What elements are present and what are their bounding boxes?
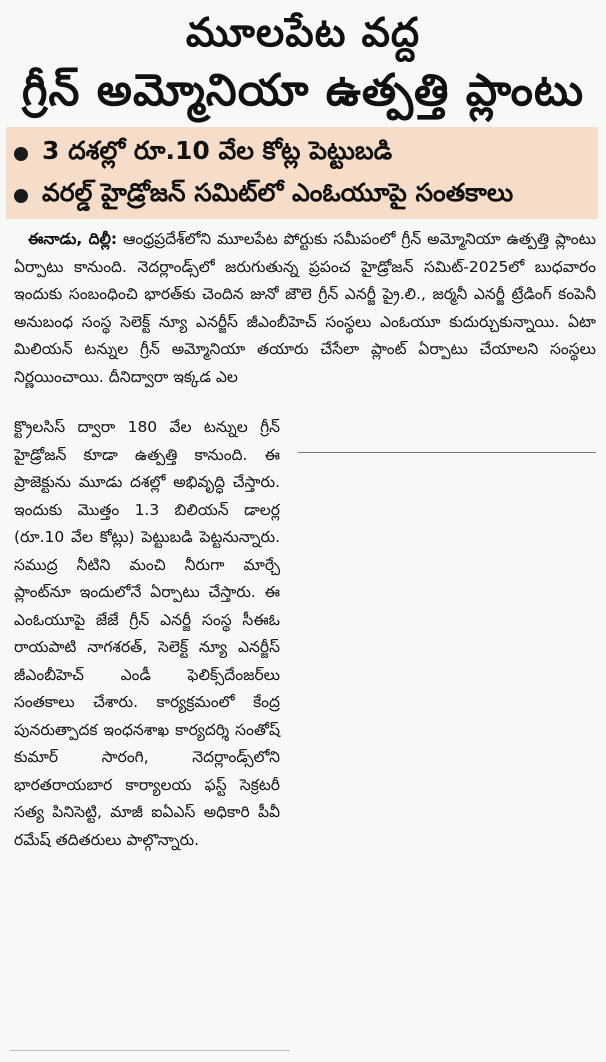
bullet-icon: [14, 147, 28, 161]
highlights-box: [6, 127, 598, 219]
article-lead: [14, 226, 596, 391]
headline-line-2: గ్రీన్ అమ్మోనియా ఉత్పత్తి ప్లాంటు: [21, 65, 585, 116]
dateline: ఈనాడు, దిల్లీ:: [28, 230, 118, 248]
column-text: క్ట్రొలసిస్ ద్వారా 180 వేల టన్నుల గ్రీన్ హైడ్రోజన్ కూడా ఉత్పత్తి కానుంది. ఈ ప్రాజెక్టును మూడు దశల్లో అభివృద్ధి చేస్తారు. ఇందుకు మొత్తం 1.3 బిలియన్ డాలర్ల (రూ.10 వేల కోట్లు) పెట్టుబడి పెట్టనున్నారు. సముద్ర నీటిని మంచి నీరుగా మార్చే ప్లాంట్‌నూ ఇందులోనే ఏర్పాటు చేస్తారు. ఈ ఎంఓయూపై జేజే గ్రీన్ ఎనర్జీ సంస్థ సీఈఓ రాయపాటి నాగశరత్, సెలెక్ట్ న్యూ ఎనర్జీస్ జీఎంబీహెచ్ ఎండీ ఫెలిక్స్‌దేంజర్‌లు సంతకాలు చేశారు. కార్యక్రమంలో కేంద్ర పునరుత్పాదక ఇంధనశాఖ కార్యదర్శి సంతోష్ కుమార్ సారంగి, నెదర్లాండ్స్‌లోని భారతరాయబార కార్యాలయ ఫస్ట్ సెక్రటరీ సత్య పినిసెట్టి, మాజీ ఐఏఎస్ అధికారి పీవీ రమేష్ తదితరులు పాల్గొన్నారు.: [14, 418, 280, 849]
footer-rule: [10, 1050, 290, 1051]
headline-line-1: మూలపేట వద్ద: [185, 10, 421, 56]
article-column: [14, 414, 280, 854]
column-divider-rule: [298, 452, 596, 453]
highlight-text: వరల్డ్ హైడ్రోజన్ సమిట్‌లో ఎంఓయూపై సంతకాలు: [42, 178, 514, 207]
highlight-text: 3 దశల్లో రూ.10 వేల కోట్ల పెట్టుబడి: [42, 136, 393, 165]
highlight-item: [6, 175, 598, 217]
bullet-icon: [14, 189, 28, 203]
highlight-item: [6, 133, 598, 175]
lead-text: ఆంధ్రప్రదేశ్‌లోని మూలపేట పోర్టుకు సమీపంలో గ్రీన్ అమ్మోనియా ఉత్పత్తి ప్లాంటు ఏర్పాటు కానుంది. నెదర్లాండ్స్‌లో జరుగుతున్న ప్రపంచ హైడ్రోజన్ సమిట్-2025లో బుధవారం ఇందుకు సంబంధించి భారత్‌కు చెందిన జునో జౌలె గ్రీన్ ఎనర్జీ ప్రై.లి., జర్మనీ ఎనర్జీ ట్రేడింగ్ కంపెనీ అనుబంధ సంస్థ సెలెక్ట్ న్యూ ఎనర్జీస్ జీఎంబీహెచ్ సంస్థలు ఎంఓయూ కుదుర్చుకున్నాయి. ఏటా మిలియన్ టన్నుల గ్రీన్ అమ్మోనియా తయారు చేసేలా ప్లాంట్ ఏర్పాటు చేయాలని సంస్థలు నిర్ణయించాయి. దీనిద్వారా ఇక్కడ ఎల: [14, 230, 596, 386]
